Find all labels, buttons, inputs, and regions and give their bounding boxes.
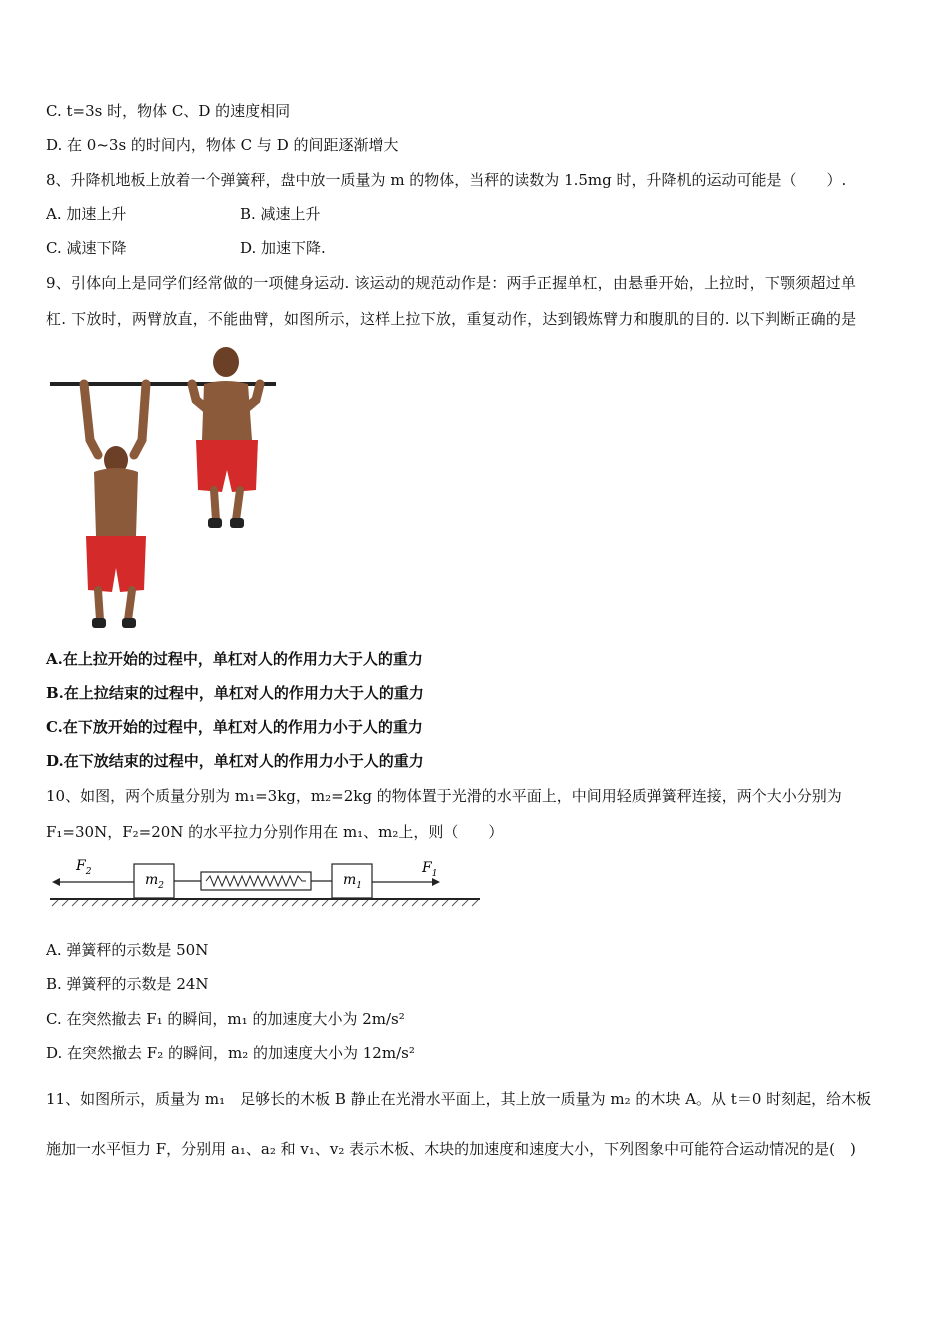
q9-stem-line1: 9、引体向上是同学们经常做的一项健身运动. 该运动的规范动作是：两手正握单杠，由悬垂开始，上拉时，下颚须超过单 xyxy=(46,274,857,292)
person-pulled-up xyxy=(192,347,260,528)
q11-stem-line2: 施加一水平恒力 F，分别用 a₁、a₂ 和 v₁、v₂ 表示木板、木块的加速度和速度大小，下列图象中可能符合运动情况的是( ) xyxy=(46,1140,856,1158)
q10-option-d: D. 在突然撤去 F₂ 的瞬间，m₂ 的加速度大小为 12m/s² xyxy=(46,1044,415,1062)
person-hanging xyxy=(84,384,146,628)
q7-option-d: D. 在 0~3s 的时间内，物体 C 与 D 的间距逐渐增大 xyxy=(46,136,399,154)
label-m2: $m_2$ xyxy=(145,872,165,891)
q8-option-d: D. 加速下降. xyxy=(240,239,326,257)
q8-stem: 8、升降机地板上放着一个弹簧秤，盘中放一质量为 m 的物体，当秤的读数为 1.5mg 时，升降机的运动可能是（ ）. xyxy=(46,171,847,189)
q10-option-a: A. 弹簧秤的示数是 50N xyxy=(46,941,209,959)
label-f1: $F_1$ xyxy=(422,860,438,879)
arrowhead-right-icon xyxy=(432,878,440,886)
label-f2: $F_2$ xyxy=(76,858,92,877)
pull-up-figure xyxy=(46,340,286,640)
q10-stem-line2: F₁=30N，F₂=20N 的水平拉力分别作用在 m₁、m₂上，则（ ） xyxy=(46,823,504,841)
q9-option-b: B.在上拉结束的过程中，单杠对人的作用力大于人的重力 xyxy=(46,684,424,702)
q8-option-b: B. 减速上升 xyxy=(240,205,321,223)
ground-hatching xyxy=(52,900,478,906)
q7-option-c: C. t=3s 时，物体 C、D 的速度相同 xyxy=(46,102,291,120)
q10-stem-line1: 10、如图，两个质量分别为 m₁=3kg，m₂=2kg 的物体置于光滑的水平面上，中间用轻质弹簧秤连接，两个大小分别为 xyxy=(46,787,842,805)
arrowhead-left-icon xyxy=(52,878,60,886)
q10-option-b: B. 弹簧秤的示数是 24N xyxy=(46,975,209,993)
q11-stem-line1: 11、如图所示，质量为 m₁ 足够长的木板 B 静止在光滑水平面上，其上放一质量为 m₂ 的木块 A。从 t＝0 时刻起，给木板 xyxy=(46,1090,872,1108)
q9-option-c: C.在下放开始的过程中，单杠对人的作用力小于人的重力 xyxy=(46,718,423,736)
q9-option-d: D.在下放结束的过程中，单杠对人的作用力小于人的重力 xyxy=(46,752,424,770)
q9-option-a: A.在上拉开始的过程中，单杠对人的作用力大于人的重力 xyxy=(46,650,423,668)
q8-options-row2 xyxy=(46,238,326,258)
q8-option-a: A. 加速上升 xyxy=(46,205,127,223)
spring-scale-figure xyxy=(46,854,486,910)
q8-option-c: C. 减速下降 xyxy=(46,239,127,257)
q10-option-c: C. 在突然撤去 F₁ 的瞬间，m₁ 的加速度大小为 2m/s² xyxy=(46,1010,405,1028)
q8-options-row1 xyxy=(46,204,321,224)
q9-stem-line2: 杠. 下放时，两臂放直，不能曲臂，如图所示，这样上拉下放，重复动作，达到锻炼臂力和腹肌的目的. 以下判断正确的是 xyxy=(46,310,857,328)
label-m1: $m_1$ xyxy=(343,872,363,891)
